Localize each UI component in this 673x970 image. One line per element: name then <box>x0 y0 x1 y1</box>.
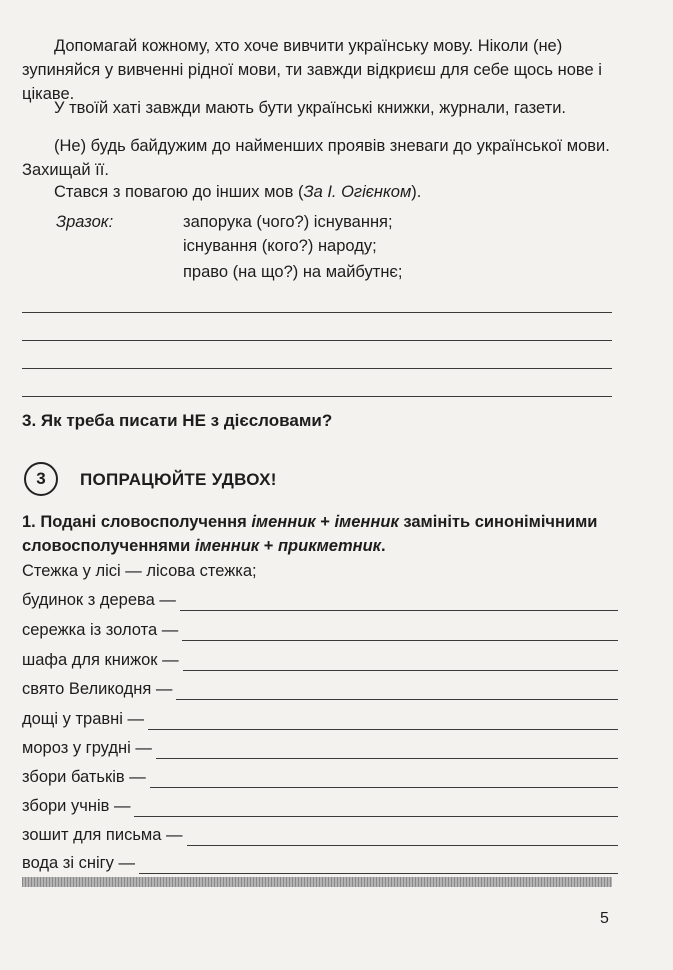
intro-paragraph-1: Допомагай кожному, хто хоче вивчити українську мову. Ніколи (не) зупиняйся у вивченні рідної мови, ти завжди відкриєш для себе щось нове і цікаве. <box>22 37 602 103</box>
exercise-item-1[interactable]: будинок з дерева — <box>22 589 618 611</box>
intro-paragraph-4-end: ). <box>411 183 422 201</box>
sample-row-3: право (на що?) на майбутнє; <box>183 263 403 281</box>
intro-paragraph-2: У твоїй хаті завжди мають бути українські книжки, журнали, газети. <box>54 99 567 117</box>
exercise-item-8[interactable]: збори учнів — <box>22 795 618 817</box>
intro-paragraph-4-text: Стався з повагою до інших мов ( <box>54 183 304 201</box>
answer-line-4[interactable] <box>22 396 612 397</box>
section-number-badge: 3 <box>24 462 58 496</box>
exercise-item-2[interactable]: сережка із золота — <box>22 619 618 641</box>
author-attribution: За І. Огієнком <box>303 183 412 201</box>
exercise-item-3[interactable]: шафа для книжок — <box>22 649 618 671</box>
page-number: 5 <box>600 910 609 927</box>
exercise-item-7[interactable]: збори батьків — <box>22 766 618 788</box>
exercise-item-5[interactable]: дощі у травні — <box>22 708 618 730</box>
answer-line-3[interactable] <box>22 368 612 369</box>
intro-paragraph-4 <box>22 180 620 204</box>
answer-line-1[interactable] <box>22 312 612 313</box>
task-1-instruction: 1. Подані словосполучення іменник + іменник замініть синонімічними словосполученнями іменник + прикметник. <box>22 513 598 555</box>
exercise-item-10[interactable]: вода зі снігу — <box>22 852 618 874</box>
sample-row-2: існування (кого?) народу; <box>183 237 377 255</box>
intro-paragraph-3: (Не) будь байдужим до найменших проявів зневаги до української мови. Захищай її. <box>22 137 610 179</box>
exercise-item-6[interactable]: мороз у грудні — <box>22 737 618 759</box>
example-line: Стежка у лісі — лісова стежка; <box>22 562 257 580</box>
decorative-bottom-bar <box>22 877 612 887</box>
section-title: ПОПРАЦЮЙТЕ УДВОХ! <box>80 470 277 489</box>
exercise-item-9[interactable]: зошит для письма — <box>22 824 618 846</box>
sample-row-1: запорука (чого?) існування; <box>183 213 393 231</box>
exercise-item-4[interactable]: свято Великодня — <box>22 678 618 700</box>
answer-line-2[interactable] <box>22 340 612 341</box>
question-3: 3. Як треба писати НЕ з дієсловами? <box>22 411 333 430</box>
sample-label: Зразок: <box>56 213 114 231</box>
